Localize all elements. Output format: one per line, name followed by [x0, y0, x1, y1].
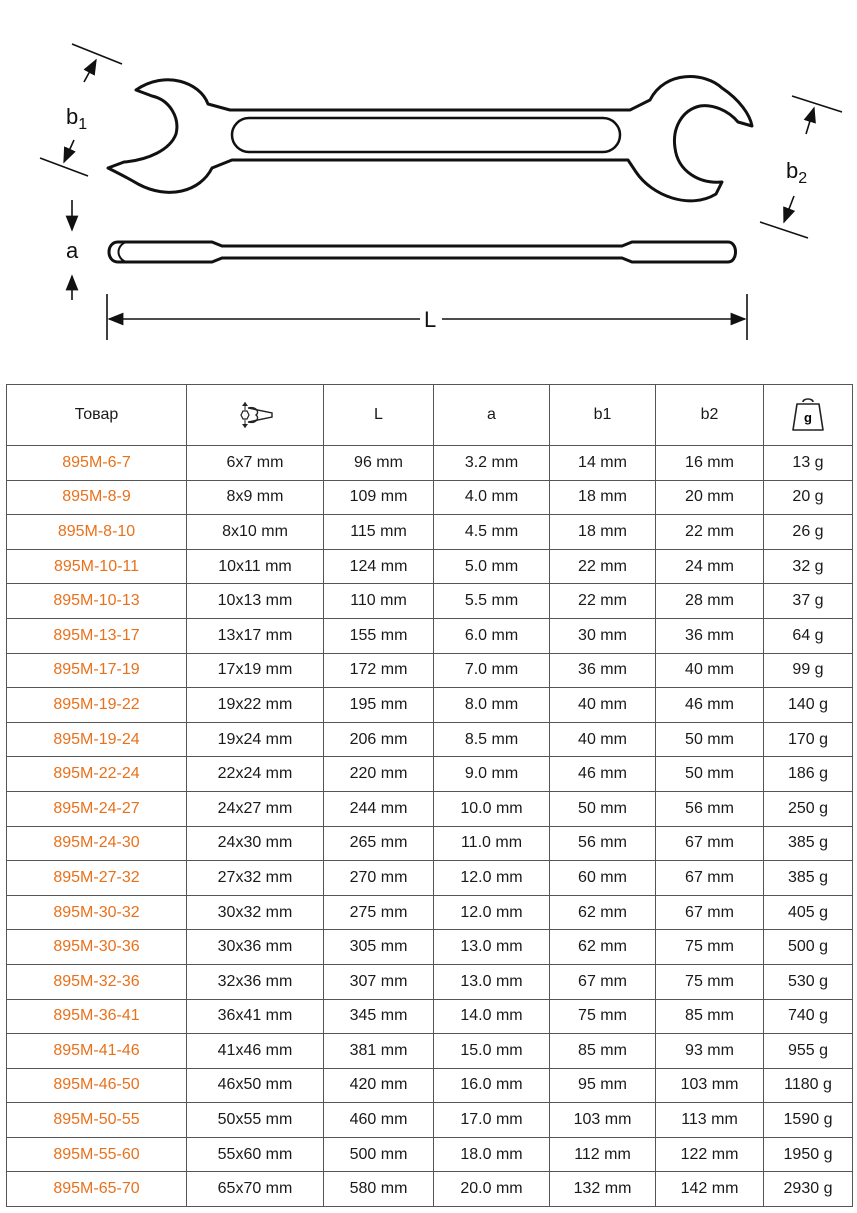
wrench-top-view	[108, 77, 752, 201]
table-row	[7, 584, 853, 619]
b1-cell: 22 mm	[550, 549, 656, 584]
thickness-cell: 9.0 mm	[434, 757, 550, 792]
b1-cell: 62 mm	[550, 895, 656, 930]
b2-cell: 67 mm	[656, 826, 764, 861]
product-code[interactable]: 895M-22-24	[7, 757, 187, 792]
thickness-cell: 17.0 mm	[434, 1103, 550, 1138]
table-row	[7, 1137, 853, 1172]
b1-cell: 36 mm	[550, 653, 656, 688]
length-cell: 270 mm	[324, 861, 434, 896]
wrench-diagram	[0, 0, 857, 370]
b2-cell: 67 mm	[656, 861, 764, 896]
header-b2: b2	[656, 385, 764, 446]
product-code[interactable]: 895M-13-17	[7, 618, 187, 653]
product-code[interactable]: 895M-30-32	[7, 895, 187, 930]
size-cell: 19x22 mm	[187, 688, 324, 723]
length-cell: 110 mm	[324, 584, 434, 619]
length-cell: 580 mm	[324, 1172, 434, 1207]
b2-cell: 20 mm	[656, 480, 764, 515]
length-cell: 460 mm	[324, 1103, 434, 1138]
b2-dimension	[760, 96, 842, 238]
table-row	[7, 895, 853, 930]
product-code[interactable]: 895M-10-11	[7, 549, 187, 584]
size-cell: 6x7 mm	[187, 446, 324, 481]
b2-label: $b_2$	[786, 158, 808, 187]
thickness-cell: 6.0 mm	[434, 618, 550, 653]
b2-cell: 75 mm	[656, 930, 764, 965]
table-row	[7, 480, 853, 515]
header-b1: b1	[550, 385, 656, 446]
product-code[interactable]: 895M-50-55	[7, 1103, 187, 1138]
length-cell: 381 mm	[324, 1034, 434, 1069]
product-code[interactable]: 895M-19-24	[7, 722, 187, 757]
b2-cell: 75 mm	[656, 964, 764, 999]
b1-label: $b_1$	[66, 104, 88, 133]
size-cell: 10x11 mm	[187, 549, 324, 584]
product-code[interactable]: 895M-10-13	[7, 584, 187, 619]
thickness-cell: 11.0 mm	[434, 826, 550, 861]
thickness-cell: 5.5 mm	[434, 584, 550, 619]
b1-cell: 50 mm	[550, 791, 656, 826]
length-cell: 220 mm	[324, 757, 434, 792]
wrench-side-view	[109, 242, 736, 262]
thickness-cell: 10.0 mm	[434, 791, 550, 826]
size-cell: 30x36 mm	[187, 930, 324, 965]
b1-cell: 40 mm	[550, 722, 656, 757]
table-row	[7, 722, 853, 757]
weight-cell: 530 g	[764, 964, 853, 999]
header-thickness: a	[434, 385, 550, 446]
weight-cell: 140 g	[764, 688, 853, 723]
header-row	[7, 385, 853, 446]
weight-cell: 385 g	[764, 826, 853, 861]
b2-cell: 50 mm	[656, 757, 764, 792]
b2-cell: 16 mm	[656, 446, 764, 481]
size-cell: 65x70 mm	[187, 1172, 324, 1207]
weight-cell: 2930 g	[764, 1172, 853, 1207]
b2-cell: 36 mm	[656, 618, 764, 653]
weight-cell: 1950 g	[764, 1137, 853, 1172]
b1-cell: 22 mm	[550, 584, 656, 619]
weight-cell: 99 g	[764, 653, 853, 688]
L-label: L	[424, 307, 437, 332]
b1-cell: 62 mm	[550, 930, 656, 965]
thickness-cell: 13.0 mm	[434, 930, 550, 965]
b2-cell: 85 mm	[656, 999, 764, 1034]
weight-cell: 13 g	[764, 446, 853, 481]
size-cell: 50x55 mm	[187, 1103, 324, 1138]
product-code[interactable]: 895M-30-36	[7, 930, 187, 965]
b2-cell: 22 mm	[656, 515, 764, 550]
b2-cell: 24 mm	[656, 549, 764, 584]
table-row	[7, 653, 853, 688]
weight-cell: 955 g	[764, 1034, 853, 1069]
size-cell: 24x27 mm	[187, 791, 324, 826]
table-row	[7, 757, 853, 792]
size-cell: 27x32 mm	[187, 861, 324, 896]
length-cell: 115 mm	[324, 515, 434, 550]
table-row	[7, 861, 853, 896]
product-code[interactable]: 895M-41-46	[7, 1034, 187, 1069]
length-cell: 305 mm	[324, 930, 434, 965]
product-code[interactable]: 895M-36-41	[7, 999, 187, 1034]
product-code[interactable]: 895M-6-7	[7, 446, 187, 481]
weight-cell: 26 g	[764, 515, 853, 550]
table-row	[7, 1103, 853, 1138]
b1-cell: 46 mm	[550, 757, 656, 792]
length-cell: 195 mm	[324, 688, 434, 723]
thickness-cell: 3.2 mm	[434, 446, 550, 481]
wrench-size-icon	[234, 400, 276, 430]
weight-cell: 186 g	[764, 757, 853, 792]
b1-cell: 85 mm	[550, 1034, 656, 1069]
b1-cell: 103 mm	[550, 1103, 656, 1138]
b2-cell: 67 mm	[656, 895, 764, 930]
b1-cell: 18 mm	[550, 480, 656, 515]
table-row	[7, 688, 853, 723]
size-cell: 24x30 mm	[187, 826, 324, 861]
table-row	[7, 618, 853, 653]
product-code[interactable]: 895M-8-9	[7, 480, 187, 515]
thickness-cell: 15.0 mm	[434, 1034, 550, 1069]
length-cell: 155 mm	[324, 618, 434, 653]
weight-icon	[790, 396, 826, 434]
thickness-cell: 4.0 mm	[434, 480, 550, 515]
b2-cell: 113 mm	[656, 1103, 764, 1138]
size-cell: 32x36 mm	[187, 964, 324, 999]
length-cell: 124 mm	[324, 549, 434, 584]
b2-cell: 46 mm	[656, 688, 764, 723]
product-code[interactable]: 895M-32-36	[7, 964, 187, 999]
length-cell: 500 mm	[324, 1137, 434, 1172]
a-label: a	[66, 238, 79, 263]
weight-cell: 37 g	[764, 584, 853, 619]
length-cell: 172 mm	[324, 653, 434, 688]
table-row	[7, 1068, 853, 1103]
b2-cell: 142 mm	[656, 1172, 764, 1207]
weight-cell: 1590 g	[764, 1103, 853, 1138]
length-cell: 275 mm	[324, 895, 434, 930]
thickness-cell: 8.0 mm	[434, 688, 550, 723]
b1-cell: 132 mm	[550, 1172, 656, 1207]
table-row	[7, 999, 853, 1034]
thickness-cell: 4.5 mm	[434, 515, 550, 550]
b1-cell: 14 mm	[550, 446, 656, 481]
table-row	[7, 930, 853, 965]
weight-cell: 1180 g	[764, 1068, 853, 1103]
b1-cell: 75 mm	[550, 999, 656, 1034]
weight-cell: 500 g	[764, 930, 853, 965]
weight-cell: 385 g	[764, 861, 853, 896]
size-cell: 41x46 mm	[187, 1034, 324, 1069]
thickness-cell: 18.0 mm	[434, 1137, 550, 1172]
size-cell: 10x13 mm	[187, 584, 324, 619]
weight-cell: 32 g	[764, 549, 853, 584]
svg-text:g: g	[804, 410, 812, 425]
product-code[interactable]: 895M-46-50	[7, 1068, 187, 1103]
thickness-cell: 14.0 mm	[434, 999, 550, 1034]
table-row	[7, 791, 853, 826]
weight-cell: 740 g	[764, 999, 853, 1034]
length-cell: 420 mm	[324, 1068, 434, 1103]
b2-cell: 56 mm	[656, 791, 764, 826]
thickness-cell: 20.0 mm	[434, 1172, 550, 1207]
header-product: Товар	[7, 385, 187, 446]
weight-cell: 405 g	[764, 895, 853, 930]
thickness-cell: 8.5 mm	[434, 722, 550, 757]
table-row	[7, 549, 853, 584]
table-row	[7, 964, 853, 999]
length-cell: 206 mm	[324, 722, 434, 757]
size-cell: 8x9 mm	[187, 480, 324, 515]
b1-cell: 95 mm	[550, 1068, 656, 1103]
length-cell: 96 mm	[324, 446, 434, 481]
product-code[interactable]: 895M-55-60	[7, 1137, 187, 1172]
b2-cell: 28 mm	[656, 584, 764, 619]
length-cell: 265 mm	[324, 826, 434, 861]
table-row	[7, 826, 853, 861]
weight-cell: 170 g	[764, 722, 853, 757]
product-code[interactable]: 895M-24-30	[7, 826, 187, 861]
product-code[interactable]: 895M-27-32	[7, 861, 187, 896]
product-code[interactable]: 895M-19-22	[7, 688, 187, 723]
spec-table	[6, 384, 853, 1207]
size-cell: 22x24 mm	[187, 757, 324, 792]
b1-cell: 40 mm	[550, 688, 656, 723]
size-cell: 46x50 mm	[187, 1068, 324, 1103]
thickness-cell: 5.0 mm	[434, 549, 550, 584]
b1-cell: 67 mm	[550, 964, 656, 999]
length-cell: 307 mm	[324, 964, 434, 999]
size-cell: 36x41 mm	[187, 999, 324, 1034]
size-cell: 13x17 mm	[187, 618, 324, 653]
table-row	[7, 515, 853, 550]
length-cell: 109 mm	[324, 480, 434, 515]
b2-cell: 122 mm	[656, 1137, 764, 1172]
header-size	[187, 385, 324, 446]
product-code[interactable]: 895M-24-27	[7, 791, 187, 826]
b1-cell: 112 mm	[550, 1137, 656, 1172]
table-row	[7, 446, 853, 481]
header-weight	[764, 385, 853, 446]
b1-cell: 60 mm	[550, 861, 656, 896]
thickness-cell: 12.0 mm	[434, 861, 550, 896]
thickness-cell: 7.0 mm	[434, 653, 550, 688]
size-cell: 17x19 mm	[187, 653, 324, 688]
weight-cell: 20 g	[764, 480, 853, 515]
b1-dimension	[40, 44, 122, 176]
table-row	[7, 1034, 853, 1069]
thickness-cell: 12.0 mm	[434, 895, 550, 930]
b2-cell: 50 mm	[656, 722, 764, 757]
weight-cell: 250 g	[764, 791, 853, 826]
size-cell: 8x10 mm	[187, 515, 324, 550]
size-cell: 19x24 mm	[187, 722, 324, 757]
product-code[interactable]: 895M-65-70	[7, 1172, 187, 1207]
size-cell: 55x60 mm	[187, 1137, 324, 1172]
length-cell: 345 mm	[324, 999, 434, 1034]
thickness-cell: 16.0 mm	[434, 1068, 550, 1103]
b2-cell: 93 mm	[656, 1034, 764, 1069]
header-length: L	[324, 385, 434, 446]
b2-cell: 40 mm	[656, 653, 764, 688]
product-code[interactable]: 895M-8-10	[7, 515, 187, 550]
b2-cell: 103 mm	[656, 1068, 764, 1103]
b1-cell: 30 mm	[550, 618, 656, 653]
table-row	[7, 1172, 853, 1207]
length-cell: 244 mm	[324, 791, 434, 826]
b1-cell: 56 mm	[550, 826, 656, 861]
spec-body	[7, 446, 853, 1207]
thickness-cell: 13.0 mm	[434, 964, 550, 999]
b1-cell: 18 mm	[550, 515, 656, 550]
size-cell: 30x32 mm	[187, 895, 324, 930]
product-code[interactable]: 895M-17-19	[7, 653, 187, 688]
weight-cell: 64 g	[764, 618, 853, 653]
